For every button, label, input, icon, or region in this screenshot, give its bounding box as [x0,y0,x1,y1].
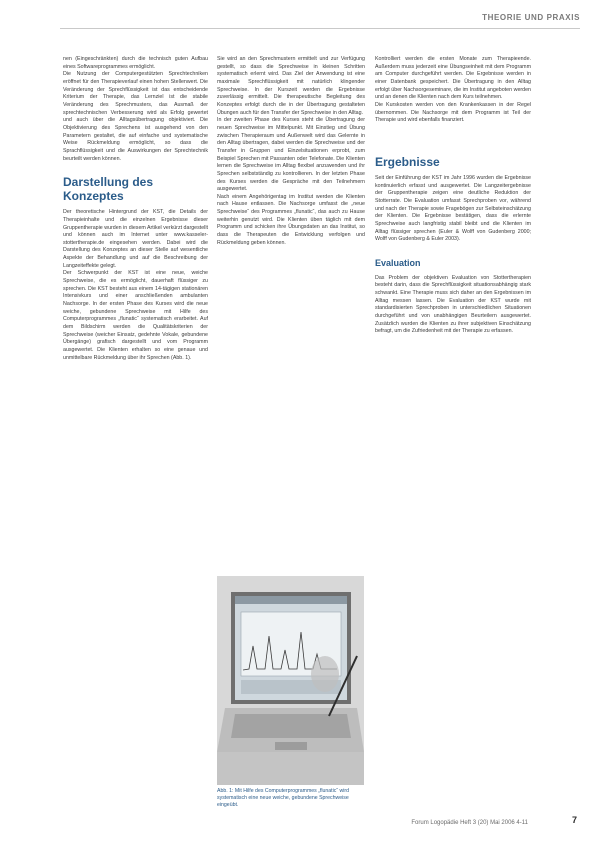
page-number: 7 [571,815,577,825]
paragraph: Sie wird an den Sprechmustern ermittelt und zur Verfügung gestellt, so dass die Sprechweise in kleinen Schritten systematisch erlernt wird. Das Ziel der Anwendung ist eine maximale Sprechflüssigkeit mit natürlich klingender Sprechweise. In der Kurszeit werden die Ergebnisse zuverlässig ermittelt. Die therapeutische Begleitung des Konzeptes erfolgt durch die in der Übertragung gestalteten Übungen auch für den Transfer der Sprechweise in den Alltag. [217,56,365,116]
column-1 [63,56,208,362]
journal-footer: Forum Logopädie Heft 3 (20) Mai 2006 4-11 [411,820,528,826]
paragraph: In der zweiten Phase des Kurses steht die Übertragung der neuen Sprechweise im Mittelpunkt. Mit Einstieg und Übung zwischen Therapieraum und Außenwelt wird das Gelernte in den Alltag übertragen, dabei werden die Sprechweise und der Transfer in Gruppen und Einzelsituationen erprobt, zum Beispiel Sprechen mit Passanten oder Telefonate. Die Klienten lernen die Sprechweise im Alltag flexibel anzuwenden und ihr Sprechen selbstständig zu kontrollieren. In der letzten Phase des Kurses werden die Gespräche mit den Teilnehmern ausgewertet. [217,117,365,193]
figure-caption: Abb. 1: Mit Hilfe des Computerprogrammes „flunatic“ wird systematisch eine neue weiche, gebundene Sprechweise eingeübt. [217,788,350,808]
figure-1 [217,576,364,812]
column-3 [375,56,531,336]
section-heading-konzept: Darstellung des Konzeptes [63,175,154,204]
running-header: THEORIE UND PRAXIS [482,13,580,22]
section-heading-evaluation: Evaluation [375,257,421,268]
paragraph: Die Kurskosten werden von den Krankenkassen in der Regel übernommen. Die Nachsorge mit dem Programm ist Teil der Therapie und wird ebenfalls finanziert. [375,101,531,124]
paragraph: Das Problem der objektiven Evaluation von Stottertherapien besteht darin, dass die Sprechflüssigkeit situationsabhängig stark schwankt. Eine Therapie muss sich daher an den Ergebnissen im Alltag messen lassen. Die Evaluation der KST wurde mit standardisierten Sprechproben in unterschiedlichen Situationen durchgeführt und von unabhängigen Beurteilern ausgewertet. Zusätzlich wurden die Klienten zu ihrer subjektiven Einschätzung befragt, um die Zufriedenheit mit der Therapie zu erfassen. [375,274,531,335]
paragraph: Kontrolliert werden die ersten Monate zum Therapieende. Außerdem muss jederzeit eine Übungseinheit mit dem Programm am Computer durchgeführt werden. Die Ergebnisse werden in einer Datenbank gespeichert. Die Übertragung in den Alltag erfolgt über Nachsorgeseminare, die im Institut angeboten werden und an denen die Klienten nach dem Kurs teilnehmen. [375,56,531,101]
paragraph: Die Nutzung der Computergestützten Sprechtechniken eröffnet für den Therapieverlauf einen hohen Stellenwert. Die Veränderung der Sprechflüssigkeit ist das entscheidende Kriterium der Therapie, das Lernziel ist die stabile Veränderung des Sprechmusters, das Ausmaß der sprechtechnischen Verbesserung wird als Erfolg gewertet und auch über die Alltagsübertragung objektiviert. Die Objektivierung des Sprechens ist ausgehend von den Parametern gestaltet, die auf einfache und systematische Weise Rückmeldung ermöglicht, so dass die Sprachflüssigkeit und die Auswirkungen der Sprechtechnik beurteilt werden können. [63,71,208,162]
paragraph: nen (Eingeschränkten) durch die technisch guten Aufbau eines Softwareprogrammes ermöglicht. [63,56,208,70]
column-2 [217,56,365,247]
paragraph: Der theoretische Hintergrund der KST, die Details der Therapieinhalte und die einzelnen Ergebnisse dieser Gruppentherapie wurden in diesem Artikel verkürzt dargestellt und können auch im Internet unter www.kasseler-stottertherapie.de eingesehen werden. Dabei wird die Darstellung des Konzeptes an dieser Stelle auf wesentliche Aspekte der Behandlung und auf die Beschreibung der Langzeiteffekte gelegt. [63,209,208,269]
section-heading-ergebnisse: Ergebnisse [375,154,440,169]
header-rule [60,28,580,29]
paragraph: Nach einem Angehörigentag im Institut werden die Klienten nach Hause entlassen. Die Nachsorge umfasst die „neue Sprechweise“ des Programmes „flunatic“, das auch zu Hause weiterhin genutzt wird. Die Klienten üben täglich mit dem Programm und schicken ihre Übungsdaten an das Institut, so dass die Therapeuten die Entwicklung verfolgen und Rückmeldung geben können. [217,193,365,246]
laptop-photo [217,576,364,785]
paragraph: Seit der Einführung der KST im Jahr 1996 wurden die Ergebnisse kontinuierlich erfasst und ausgewertet. Die Langzeitergebnisse der Gruppentherapie zeigen eine deutliche Reduktion der Stotterrate. Die Evaluation umfasst Sprechproben vor, während und nach der Therapie sowie Fragebögen zur Selbsteinschätzung der Klienten. Die Ergebnisse bestätigen, dass die erlernte Sprechweise auch langfristig stabil bleibt und die Klienten im Alltag flüssiger sprechen (Euler & Wolff von Gudenberg 2000; Wolff von Gudenberg & Euler 2003). [375,174,531,243]
laptop-illustration [217,576,364,785]
paragraph: Der Schwerpunkt der KST ist eine neue, weiche Sprechweise, die es ermöglicht, dauerhaft flüssiger zu sprechen. Die KST besteht aus einem 14-tägigen stationären Intensivkurs und einer anschließenden ambulanten Nachsorge. In der ersten Phase des Kurses wird die neue weiche, gebundene Sprechweise mit Hilfe des Computerprogrammes „flunatic“ systematisch erarbeitet. Auf dem Bildschirm werden die Qualitätskriterien der Sprechweise (weicher Einsatz, gedehnte Vokale, gebundene Übergänge) grafisch dargestellt und vom Programm ausgewertet. Die Klienten erhalten so eine genaue und unmittelbare Rückmeldung über ihr Sprechen (Abb. 1). [63,270,208,361]
